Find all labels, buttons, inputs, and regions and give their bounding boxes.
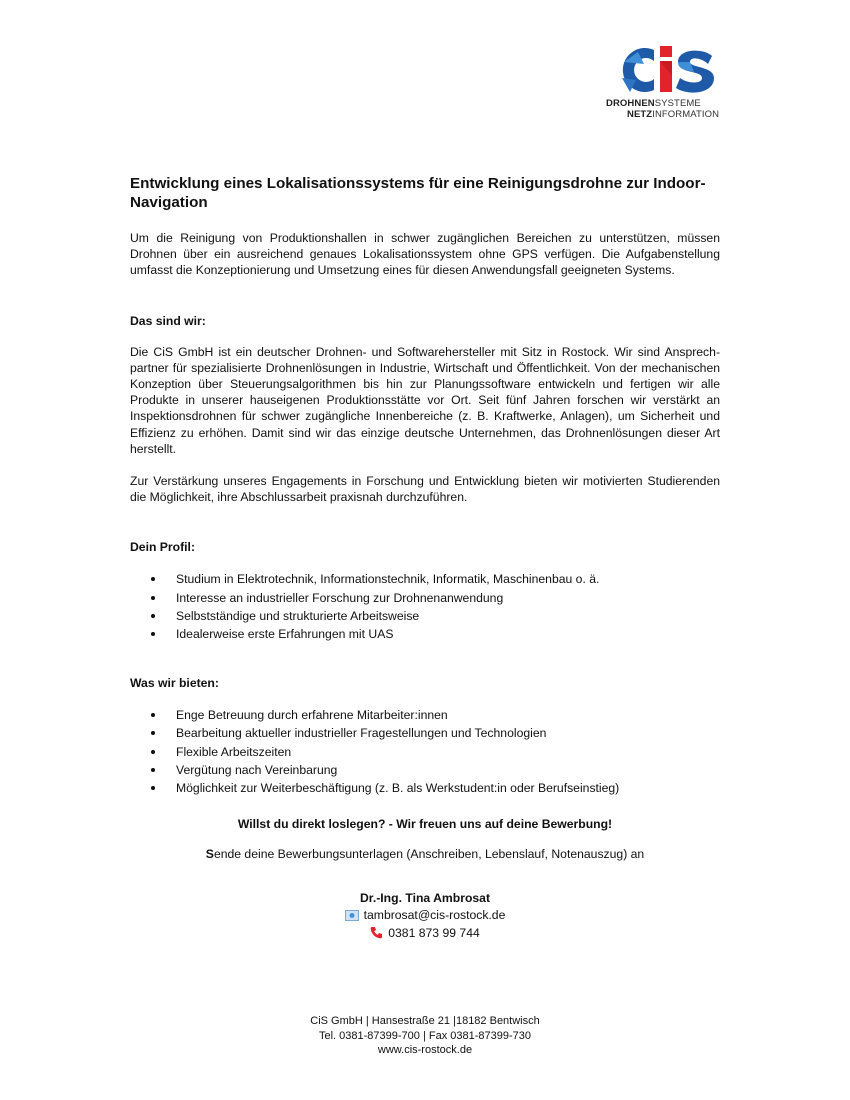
list-item: Bearbeitung aktueller industrieller Fragestellungen und Technologien [130, 724, 720, 742]
list-item: Flexible Arbeitszeiten [130, 743, 720, 761]
cta-send-instructions [0, 847, 850, 861]
footer-website[interactable]: www.cis-rostock.de [377, 1044, 473, 1056]
profile-heading: Dein Profil: [130, 540, 196, 555]
about-heading: Das sind wir: [130, 313, 206, 328]
footer-phone-fax: Tel. 0381-87399-700 | Fax 0381-87399-730 [318, 1029, 531, 1042]
logo-tagline [606, 98, 724, 120]
cta-send-initial: S [205, 847, 214, 861]
contact-phone: 0381 873 99 744 [388, 926, 480, 940]
cta-headline: Willst du direkt loslegen? - Wir freuen uns auf deine Bewerbung! [237, 817, 613, 831]
company-logo [606, 42, 724, 120]
list-item: Möglichkeit zur Weiterbeschäftigung (z. B. als Werkstudent:in oder Berufseinstieg) [130, 779, 720, 797]
list-item: Idealerweise erste Erfahrungen mit UAS [130, 625, 720, 643]
list-item: Interesse an industrieller Forschung zur Drohnenanwendung [130, 589, 720, 607]
logo-tagline-light-1: SYSTEME [654, 98, 701, 109]
logo-tagline-bold-1: DROHNEN [606, 98, 655, 109]
about-paragraph-2: Zur Verstärkung unseres Engagements in Forschung und Entwicklung bieten wir motivierten Studierenden die Möglichkeit, ihre Abschlussarbeit praxisnah durchzuführen. [130, 474, 720, 505]
contact-name: Dr.-Ing. Tina Ambrosat [359, 891, 490, 905]
logo-tagline-light-2: INFORMATION [652, 109, 720, 120]
contact-phone-line[interactable] [0, 926, 850, 942]
phone-icon [370, 926, 383, 942]
offer-heading: Was wir bieten: [130, 676, 219, 691]
list-item: Enge Betreuung durch erfahrene Mitarbeiter:innen [130, 706, 720, 724]
document-title: Entwicklung eines Lokalisationssystems für eine Reinigungsdrohne zur Indoor-Navigation [130, 175, 706, 211]
cta-send-text: ende deine Bewerbungsunterlagen (Anschreiben, Lebenslauf, Notenauszug) an [213, 847, 645, 861]
contact-email-line[interactable] [0, 908, 850, 924]
page-footer [0, 1014, 850, 1058]
about-paragraph-1: Die CiS GmbH ist ein deutscher Drohnen- und Softwarehersteller mit Sitz in Rostock. Wir sind Ansprechpartner für spezialisierte Drohnenlösungen in Industrie, Wirtschaft und Öffentlichkeit. Von der mechanischen Konzeption über Steuerungsalgorithmen bis hin zur Planungssoftware entwickeln und fertigen wir alle Produkte in unserer hauseigenen Produktionsstätte vor Ort. Seit fünf Jahren forschen wir verstärkt an Inspektionsdrohnen für schwer zugängliche Innenbereiche (z. B. Kraftwerke, Anlagen), um Sicherheit und Effizienz zu erhöhen. Damit sind wir das einzige deutsche Unternehmen, das Drohnenlösungen dieser Art herstellt. [130, 344, 720, 456]
cis-logo-mark [618, 42, 718, 98]
intro-paragraph: Um die Reinigung von Produktionshallen in schwer zugänglichen Bereichen zu unterstützen, müssen Drohnen über ein ausreichend genaues Lokalisationssystem ohne GPS verfügen. Die Aufgabenstellung umfasst die Konzeptionierung und Umsetzung eines für diesen Anwendungsfall geeigneten Systems. [130, 231, 720, 278]
footer-address: CiS GmbH | Hansestraße 21 |18182 Bentwisch [310, 1015, 540, 1027]
document-body [130, 174, 720, 837]
list-item: Studium in Elektrotechnik, Informationstechnik, Informatik, Maschinenbau o. ä. [130, 570, 720, 588]
cis-logo-icon [618, 42, 718, 98]
profile-list [130, 570, 720, 643]
offer-list [130, 706, 720, 797]
contact-email[interactable]: tambrosat@cis-rostock.de [363, 908, 506, 922]
list-item: Selbstständige und strukturierte Arbeitsweise [130, 607, 720, 625]
list-item: Vergütung nach Vereinbarung [130, 761, 720, 779]
logo-tagline-bold-2: NETZ [627, 109, 653, 120]
envelope-icon [345, 910, 359, 924]
